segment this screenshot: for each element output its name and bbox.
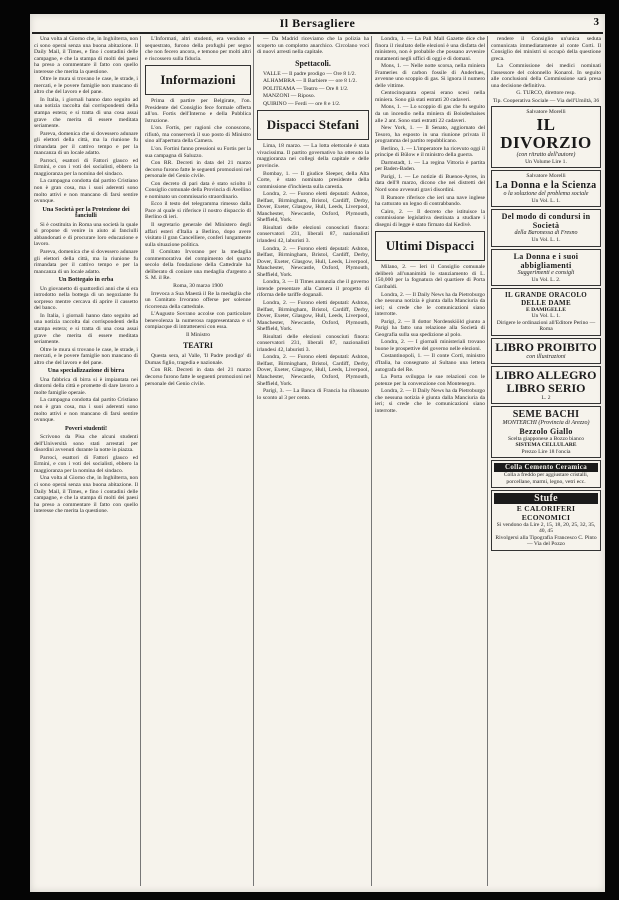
ad-body: Colla a freddo per aggiustare cristalli, porcellane, marmi, legno, vetri ecc. [503, 472, 589, 485]
director-signature: G. TURCO, direttore resp. [516, 90, 576, 97]
ad-body: Si vendono da Lire 2, 15, 18, 20, 25, 32, 35, 40, 45 [496, 521, 596, 535]
page-number: 3 [593, 16, 599, 28]
article-paragraph: Prima di partire per Belgirate, l'on. Presidente del Consiglio fece formale offerta all'on. Fortis dell'Interno e della Pubblica Istruzione. [145, 98, 251, 124]
ad-title: Stufe [494, 493, 598, 504]
ad-title: La Donna e i suoi abbigliamenti [513, 251, 579, 270]
listing-item: MANZONI — Riposo. [263, 93, 316, 100]
article-paragraph: Con decreto di pari data è stato sciolto il Consiglio comunale della Provincia di Avellino e nominato un commissario straordinario. [145, 180, 251, 200]
advertisement-oracolo [491, 288, 601, 336]
dispatch: Risultati delle elezioni conosciuti finora: conservatori 231, liberali 87, nazionalisti irlandesi 42, laburisti 3. [257, 224, 369, 245]
advertisement-divorzio [491, 106, 601, 168]
dispatch: Parigi, 2. — Il dottor Nordenskiöld giunto a Parigi ha fatto una relazione alla Società di Geografia sulla sua spedizione al polo. [375, 318, 485, 338]
ad-subtitle: con illustrazioni [526, 353, 566, 360]
article-paragraph: Irrevoca a Sua Maestà il Re la medaglia che un Comitato Irvorano offerse per solenne ricorrenza della cattedrale. [145, 290, 251, 310]
article-paragraph: rendere il Consiglio un'unica seduta comunicata immediatamente al conte Corti. Il Consiglio dei ministri si occupò della questione greca. [491, 36, 601, 62]
article-paragraph: Pareva, domenica che si dovessero adunare gli elettori della città, ma la riunione fu rimandata per il cattivo tempo e per la mancanza di un locale adatto. [34, 248, 138, 275]
article-subheading: Un Bottegaio in erba [58, 276, 114, 284]
advertisement-stufe [491, 490, 601, 551]
advertisement-colla [491, 460, 601, 488]
article-subheading: Poveri studenti! [64, 424, 108, 432]
masthead-rule [32, 32, 603, 34]
dispatch: Milano, 2. — Ieri il Consiglio comunale deliberò all'unanimità lo stanziamento di L. 150,000 per la fognatura del quartiere di Porta Garibaldi. [375, 264, 485, 290]
article-paragraph: Una volta al Giorno che, in Inghilterra, non ci sono operai senza una buona abitazione. Il Daily Mail, il Times, e fino i contadini delle campagne, e che la stampa di molti dei paesi ha preso a commentare il fatto con quello interesse che merita la questione. [34, 475, 138, 515]
listing-item: QUIRINO — Ferdi — ore 8 e 1/2. [263, 100, 341, 107]
dispatch: Londra, 2. — Furono eletti deputati: Ashton, Belfast, Birmingham, Bristol, Cardiff, Derby, Dover, Exeter, Glasgow, Hull, Leeds, Liverpool, Manchester, Newcastle, Oxford, Plymouth, Sheffield, York. [257, 299, 369, 333]
advertisement-libro-allegro [491, 366, 601, 404]
article-paragraph: La campagna condotta dal partito Cristiano non è gran cosa, ma i suoi aderenti sono molto attivi e non mancano di farsi sentire ovunque. [34, 397, 138, 424]
column-4 [375, 36, 485, 888]
article-paragraph: Parroci, esattori di Fattori glauco ed Ermini, e con i voti dei socialisti, ebbero la maggioranza per la nomina del sindaco. [34, 454, 138, 474]
article-paragraph: L'on. Fortis, per ragioni che conoscono, rifiutò, ma conserverà il suo posto di Ministro sino all'apertura della Camera. [145, 125, 251, 145]
dispatch: Costantinopoli, 1. — Il conte Corti, ministro d'Italia, ha consegnato al Sultano una lettera autografa del Re. [375, 353, 485, 373]
article-paragraph: Ecco il testo del telegramma rimesso dalla Pace al quale si riferisce il nostro dispaccio di Berlino di ieri. [145, 201, 251, 221]
article-paragraph: Una fabbrica di birra si è impiantata nei dintorni della città e promette di dare lavoro a molte famiglie operaie. [34, 376, 138, 396]
masthead-title: Il Bersagliere [279, 16, 356, 30]
section-heading: TEATRI [182, 341, 214, 351]
article-paragraph: Con RR. Decreti in data del 21 marzo decorso furono fatte le seguenti promozioni nel personale del Genio civile. [145, 367, 251, 387]
article-paragraph: Il Comitato Irvorano per la medaglia commemorativa del compimento del quarto secolo della fondazione della Cattedrale ha deliberato di coniare una medaglia d'argento a S. M. il Re. [145, 249, 251, 282]
ad-price: Un Vol. L. 1. [531, 313, 561, 320]
section-heading-box [375, 231, 485, 261]
section-heading: Dispacci Stefani [266, 117, 360, 133]
dispatch: Darmstadt, 1. — La regina Vittoria è partita per Baden-Baden. [375, 159, 485, 173]
ad-system: SISTEMA CELLULARE [515, 442, 577, 449]
section-heading: Informazioni [160, 72, 236, 88]
dateline: Roma, 30 marzo 1900 [173, 282, 223, 289]
article-paragraph: Una volta al Giorno che, in Inghilterra, non ci sono operai senza una buona abitazione. Il Daily Mail, il Times, e fino i contadini delle campagne, e che la stampa di molti dei paesi ha preso a commentare il fatto con quello interesse che merita la questione. [34, 36, 138, 75]
ad-title-2: E CALORIFERI ECONOMICI [516, 503, 576, 522]
newspaper-page [30, 14, 605, 892]
ad-title: LIBRO PROIBITO [495, 339, 597, 354]
article-paragraph: Questa sera, al Valle, 'Il Padre prodigo' di Dumas figlio, tragedia e nazionale. [145, 353, 251, 366]
column-divider [371, 36, 372, 886]
dispatch: Londra, 1. — La Pall Mall Gazette dice che finora il risultato delle elezioni è una disfatta del ministero, non è probabile che possano avvenire mutamenti negli uffici di oggi e di domani. [375, 36, 485, 62]
section-heading: Spettacoli. [295, 58, 331, 68]
article-paragraph: La campagna condotta dal partito Cristiano non è gran cosa, ma i suoi aderenti sono molto attivi e non mancano di farsi sentire ovunque. [34, 178, 138, 205]
article-paragraph: Scrivono da Pisa che alcuni studenti dell'Università sono stati arrestati per disordini avvenuti durante la notte in piazza. [34, 434, 138, 454]
ad-title: Colla Cemento Ceramica [494, 463, 598, 472]
signature: Il Ministro [185, 331, 211, 338]
article-paragraph: L'Informati, altri studenti, era venduto e sequestrato, furono della profughi per segno che non fecero ancora, e temono per molti altri e riscossero sulla fiducia. [145, 36, 251, 62]
section-heading-box [257, 110, 369, 140]
article-paragraph: Si è costituita in Roma una società la quale si propone di venire in aiuto ai fanciulli abbandonati e di procurare loro educazione e lavoro. [34, 221, 138, 248]
dispatch: Il Rumore riferisce che ieri una nave inglese ha catturato un legno di contrabbando. [375, 194, 485, 208]
column-divider [253, 36, 254, 886]
article-paragraph: Il segretario generale del Ministero degli affari esteri d'Italia a Berlino, dopo avere visitato il gran Cancelliere, conferì lungamente sulla situazione politica. [145, 222, 251, 248]
ad-subtitle: (con ritratto dell'autore) [516, 151, 576, 158]
ad-title: IL GRANDE ORACOLO DELLE DAME [504, 290, 588, 307]
dispatch: La Porta sviluppa le sue relazioni con le potenze per la convenzione con Montenegro. [375, 374, 485, 387]
article-paragraph: In Italia, i giornali hanno dato seguito ad una notizia raccolta dai corrispondenti della stampa estera; e si tratta di una cosa assai grave che merita di essere meditata seriamente. [34, 312, 138, 346]
scan-border-right [605, 0, 619, 900]
dispatch: Bombay, 1. — Il giudice Sleeper, della Alta Corte, è stato nominato presidente della commissione d'inchiesta sulla carestia. [257, 170, 369, 190]
ad-editor: Dirigere le ordinazioni all'Editore Perino — Roma [496, 319, 596, 333]
ad-subtitle: della Baronessa di Fresno [514, 230, 578, 237]
ad-subtitle: Scelta giapponese a Bozzo bianco [507, 435, 585, 442]
dispatch: Risultati delle elezioni conosciuti finora: conservatori 231, liberali 87, nazionalisti irlandesi 42, laburisti 3. [257, 333, 369, 353]
column-3 [257, 36, 369, 888]
column-divider [487, 36, 488, 886]
column-divider [140, 36, 141, 886]
advertisement-societa [491, 209, 601, 246]
dispatch: Lima, 18 marzo. — La lotta elettorale è stata vivacissima. Il partito governativo ha ottenuto la maggioranza nei collegi della capitale e delle provincie. [257, 143, 369, 170]
article-paragraph: L'Augusto Sovrano accolse con particolare benevolenza la numerosa rappresentanza e si compiacque di intrattenersi con essa. [145, 311, 251, 331]
ad-subtitle: E DAMIGELLE [526, 306, 566, 313]
advertisement-libro-proibito [491, 338, 601, 364]
ad-subtitle: Suggerimenti e consigli [517, 269, 575, 276]
ad-title: Del modo di condursi in Società [501, 212, 591, 231]
listing-item: VALLE — Il padre prodigo — Ore 8 1/2. [263, 70, 356, 77]
article-paragraph: In Italia, i giornali hanno dato seguito ad una notizia raccolta dai corrispondenti della stampa estera; e si tratta di una cosa assai grave che merita di essere meditata seriamente. [34, 96, 138, 130]
column-5 [491, 36, 601, 888]
dispatch: Parigi, 3. — La Banca di Francia ha ribassato lo sconto al 3 per cento. [257, 388, 369, 401]
ad-subtitle: o la soluzione del problema sociale [503, 190, 589, 197]
dispatch: Mons, 1. — Nelle notte scorsa, nella miniera Frameries di carbon fossile di Anderlues, avvenne uno scoppio di gas. Si ignora il numero delle vittime. [375, 63, 485, 89]
article-paragraph: Un giovanetto di quattordici anni che si era introdotto nella bottega di un negoziante fu sorpreso mentre cercava di aprire il cassetto del banco. [34, 285, 138, 312]
article-paragraph: La Commissione dei medici nominati l'assessore del colonnello Konarol. In seguito alle conclusioni della Commissione sarà presa una decisione definitiva. [491, 63, 601, 89]
dispatch: Londra, 2. — Furono eletti deputati: Ashton, Belfast, Birmingham, Bristol, Cardiff, Derby, Dover, Exeter, Glasgow, Hull, Leeds, Liverpool, Manchester, Newcastle, Oxford, Plymouth, Sheffield, York. [257, 354, 369, 387]
column-2 [145, 36, 251, 888]
listing-item: ALHAMBRA — Il Barbiere — ore 8 1/2. [263, 78, 357, 85]
ad-price: Un Vol. L. 1. [531, 237, 561, 244]
advertisement-seme-bachi [491, 406, 601, 458]
ad-author: Salvatore Morelli [526, 109, 566, 116]
column-1 [34, 36, 138, 888]
dispatch: Parigi, 1. — Le notizie di Buenos-Ayres, in data dell'8 marzo, dicono che nei distretti del Nord sono avvenuti gravi disordini. [375, 173, 485, 194]
dispatch: Londra, 2. — Furono eletti deputati: Ashton, Belfast, Birmingham, Bristol, Cardiff, Derby, Dover, Exeter, Glasgow, Hull, Leeds, Liverpool, Manchester, Newcastle, Oxford, Plymouth, Sheffield, York. [257, 191, 369, 224]
advertisement-abbigliamenti [491, 249, 601, 286]
dispatch: Berlino, 1. — L'imperatore ha ricevuto oggi il principe di Bülow e il ministro della guerra. [375, 145, 485, 159]
article-paragraph: — Da Madrid riceviamo che la polizia ha scoperto un complotto anarchico. Circolano voci di nuovi arresti nella capitale. [257, 36, 369, 56]
dispatch: New York, 1. — Il Senato, aggiornato del Tesoro, ha esposto in una riunione privata il programma del partito repubblicano. [375, 125, 485, 145]
ad-price: Un Vol. L. 1. [531, 197, 561, 204]
dispatch: Londra, 2. — Il Daily News ha da Pietroburgo che nessuna notizia è giunta dalla Manciuria da ieri; si crede che le comunicazioni siano interrotte. [375, 291, 485, 318]
printer-line: Tip. Cooperativa Sociale — Via dell'Umiltà, 36 [492, 97, 600, 104]
dispatch: Mons, 1. — Lo scoppio di gas che fu seguito da un incendio nella miniera di Boisdeshaises alle 2 ant. Sono stati estratti 22 cadaveri. [375, 104, 485, 124]
ad-price: Un Vol. L. 2. [531, 276, 561, 283]
ad-footer: Rivolgersi alla Tipografia Francesco C. Pinto — Via del Pozzo [495, 534, 597, 548]
ad-title: SEME BACHI [512, 408, 580, 420]
article-paragraph: Pareva, domenica che si dovessero adunare gli elettori della città, ma la riunione fu rimandata per il cattivo tempo e per la mancanza di un locale adatto. [34, 130, 138, 157]
dispatch: Londra, 2. — Il Daily News ha da Pietroburgo che nessuna notizia è giunta dalla Manciuria da ieri; si crede che le comunicazioni siano interrotte. [375, 388, 485, 414]
ad-price: Un Volume Lire 1. [525, 158, 567, 165]
ad-title: La Donna e la Scienza [495, 179, 597, 191]
dispatch: Londra, 2. — Furono eletti deputati: Ashton, Belfast, Birmingham, Bristol, Cardiff, Derby, Dover, Exeter, Glasgow, Hull, Leeds, Liverpool, Manchester, Newcastle, Oxford, Plymouth, Sheffield, York. [257, 245, 369, 278]
listing-item: POLITEAMA — Teatro — Ore 8 1/2. [263, 85, 349, 92]
ad-price: Prezzo Lire 18 l'oncia [521, 448, 571, 455]
dispatch: Cairo, 2. — Il decreto che istituisce la commissione legislativa destinata a studiare i disegni di legge è stato firmato dal Kedivè. [375, 208, 485, 228]
ad-place: MONTERCHI (Provincia di Arezzo) [502, 419, 590, 426]
article-paragraph: Con RR. Decreti in data del 21 marzo decorso furono fatte le seguenti promozioni nel personale del Genio civile. [145, 160, 251, 180]
ad-price: L. 2 [541, 394, 551, 401]
article-paragraph: Oltre le mura si trovano le case, le strade, i mercati, e le povere famiglie non mancano di altro che del lavoro e del pane. [34, 346, 138, 366]
article-subheading: Una specializzazione di birra [47, 367, 125, 375]
scan-border-left [0, 0, 30, 900]
article-subheading: Una Società per la Protezione dei fanciulli [42, 205, 130, 220]
dispatch: Londra, 2. — I giornali ministeriali trovano buone le prospettive del governo nelle elezioni. [375, 339, 485, 352]
ad-title: LIBRO ALLEGRO [495, 367, 597, 382]
advertisement-donna-scienza [491, 170, 601, 207]
section-heading-box [145, 65, 251, 95]
ad-product: Bezzolo Giallo [519, 426, 573, 436]
dispatch: Centocinquanta operai erano scesi nella miniera. Sono già stati estratti 20 cadaveri. [375, 90, 485, 103]
ad-title-2: LIBRO SERIO [506, 380, 586, 395]
section-heading: Ultimi Dispacci [385, 238, 475, 254]
dispatch: Londra, 3. — Il Times annunzia che il governo intende presentare alla Camera il progetto di riforma delle tariffe doganali. [257, 279, 369, 299]
article-paragraph: L'on. Fortini fanno pressioni su Fortis per la sua campagna di Saluzzo. [145, 146, 251, 159]
article-paragraph: Parroci, esattori di Fattori glauco ed Ermini, e con i voti dei socialisti, ebbero la maggioranza per la nomina del sindaco. [34, 157, 138, 177]
article-paragraph: Oltre le mura si trovano le case, le strade, i mercati, e le povere famiglie non mancano di altro che del lavoro e del pane. [34, 76, 138, 96]
ad-author: Salvatore Morelli [526, 173, 566, 180]
ad-title: IL DIVORZIO [500, 114, 592, 152]
